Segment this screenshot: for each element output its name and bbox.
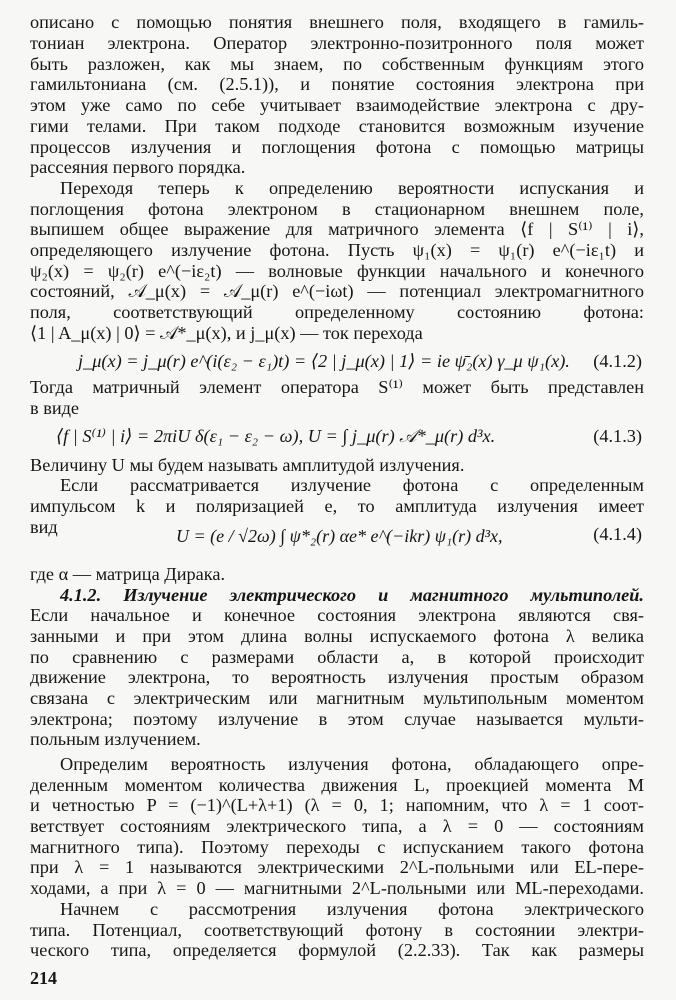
text-line: Переходя теперь к определению вероятности испускания и [60, 178, 644, 198]
text-line: ческого типа, определяется формулой (2.2.33). Так как размеры [30, 940, 644, 960]
text-line: процессов излучения и поглощения фотона с помощью матрицы [30, 137, 644, 157]
text-line: деленным моментом количества движения L, проекцией момента M [30, 775, 644, 795]
equation-4-1-3: ⟨f | S⁽¹⁾ | i⟩ = 2πiU δ(ε₁ − ε₂ − ω), U = ∫ j_μ(r) 𝒜*_μ(r) d³x. [56, 426, 496, 446]
text-line: где α — матрица Дирака. [30, 564, 226, 584]
text-line: этом уже само по себе учитывает взаимодействие электрона с дру- [30, 95, 644, 115]
text-line: ψ₂(x) = ψ₂(r) e^(−iε₂t) — волновые функции начального и конечного [30, 261, 644, 281]
text-line: занными и при этом длина волны испускаемого фотона λ велика [30, 626, 644, 646]
text-line: ⟨1 | A_μ(x) | 0⟩ = 𝒜*_μ(x), и j_μ(x) — ток перехода [30, 323, 423, 343]
text-line: выпишем общее выражение для матричного элемента ⟨f | S⁽¹⁾ | i⟩, [30, 219, 644, 239]
text-line: импульсом k и поляризацией e, то амплитуда излучения имеет [30, 496, 644, 516]
text-line: поглощения фотона электроном в стационарном внешнем поле, [30, 199, 644, 219]
text-line: вид [30, 517, 58, 537]
text-line: Начнем с рассмотрения излучения фотона электрического [60, 899, 644, 919]
text-line: в виде [30, 398, 80, 418]
equation-number: (4.1.2) [593, 351, 642, 371]
text-line: связана с электрическим или магнитным мультипольным моментом [30, 688, 644, 708]
page-number: 214 [30, 968, 57, 988]
text-line: Тогда матричный элемент оператора S⁽¹⁾ может быть представлен [30, 377, 644, 397]
text-line: при λ = 1 называются электрическими 2^L-польными или EL-пере- [30, 857, 644, 877]
text-line: тониан электрона. Оператор электронно-позитронного поля может [30, 33, 644, 53]
text-line: Определим вероятность излучения фотона, обладающего опре- [60, 754, 644, 774]
text-line: рассеяния первого порядка. [30, 157, 246, 177]
text-line: магнитного типа). Поэтому переходы с испусканием такого фотона [30, 837, 644, 857]
text-line: Величину U мы будем называть амплитудой излучения. [30, 455, 465, 475]
text-line: быть разложен, как мы знаем, по собственным функциям этого [30, 54, 644, 74]
text-line: по сравнению с размерами области a, в которой происходит [30, 647, 644, 667]
equation-4-1-2: j_μ(x) = j_μ(r) e^(i(ε₂ − ε₁)t) = ⟨2 | j_μ(x) | 1⟩ = ie ψ̄₂(x) γ_μ ψ₁(x). [78, 351, 570, 371]
text-line: определяющего излучение фотона. Пусть ψ₁(x) = ψ₁(r) e^(−iε₁t) и [30, 240, 644, 260]
text-line: гими телами. При таком подходе становится возможным изучение [30, 116, 644, 136]
text-line: состояний, 𝒜_μ(x) = 𝒜_μ(r) e^(−iωt) — потенциал электромагнитного [30, 281, 644, 301]
equation-number: (4.1.4) [593, 524, 642, 544]
text-line: поля, соответствующий определенному состоянию фотона: [30, 302, 644, 322]
text-line: гамильтониана (см. (2.5.1)), и понятие состояния электрона при [30, 74, 644, 94]
text-line: Если начальное и конечное состояния электрона являются свя- [30, 605, 644, 625]
text-line: и четностью P = (−1)^(L+λ+1) (λ = 0, 1; напомним, что λ = 1 соот- [30, 795, 644, 815]
text-line: ветствует состояниям электрического типа, а λ = 0 — состояниям [30, 816, 644, 836]
text-line: польным излучением. [30, 729, 201, 749]
text-line: электрона; поэтому излучение в этом случае называется мульти- [30, 709, 644, 729]
equation-4-1-4: U = (e / √2ω) ∫ ψ*₂(r) αe* e^(−ikr) ψ₁(r) d³x, [176, 526, 503, 546]
text-line: описано с помощью понятия внешнего поля, входящего в гамиль- [30, 12, 644, 32]
text-line: Если рассматривается излучение фотона с определенным [60, 475, 644, 495]
section-heading: 4.1.2. Излучение электрического и магнитного мультиполей. [60, 585, 644, 605]
text-line: движение электрона, то вероятность излучения простым образом [30, 667, 644, 687]
equation-number: (4.1.3) [593, 426, 642, 446]
text-line: типа. Потенциал, соответствующий фотону в состоянии электри- [30, 920, 644, 940]
text-line: ходами, а при λ = 0 — магнитными 2^L-польными или ML-переходами. [30, 878, 644, 898]
